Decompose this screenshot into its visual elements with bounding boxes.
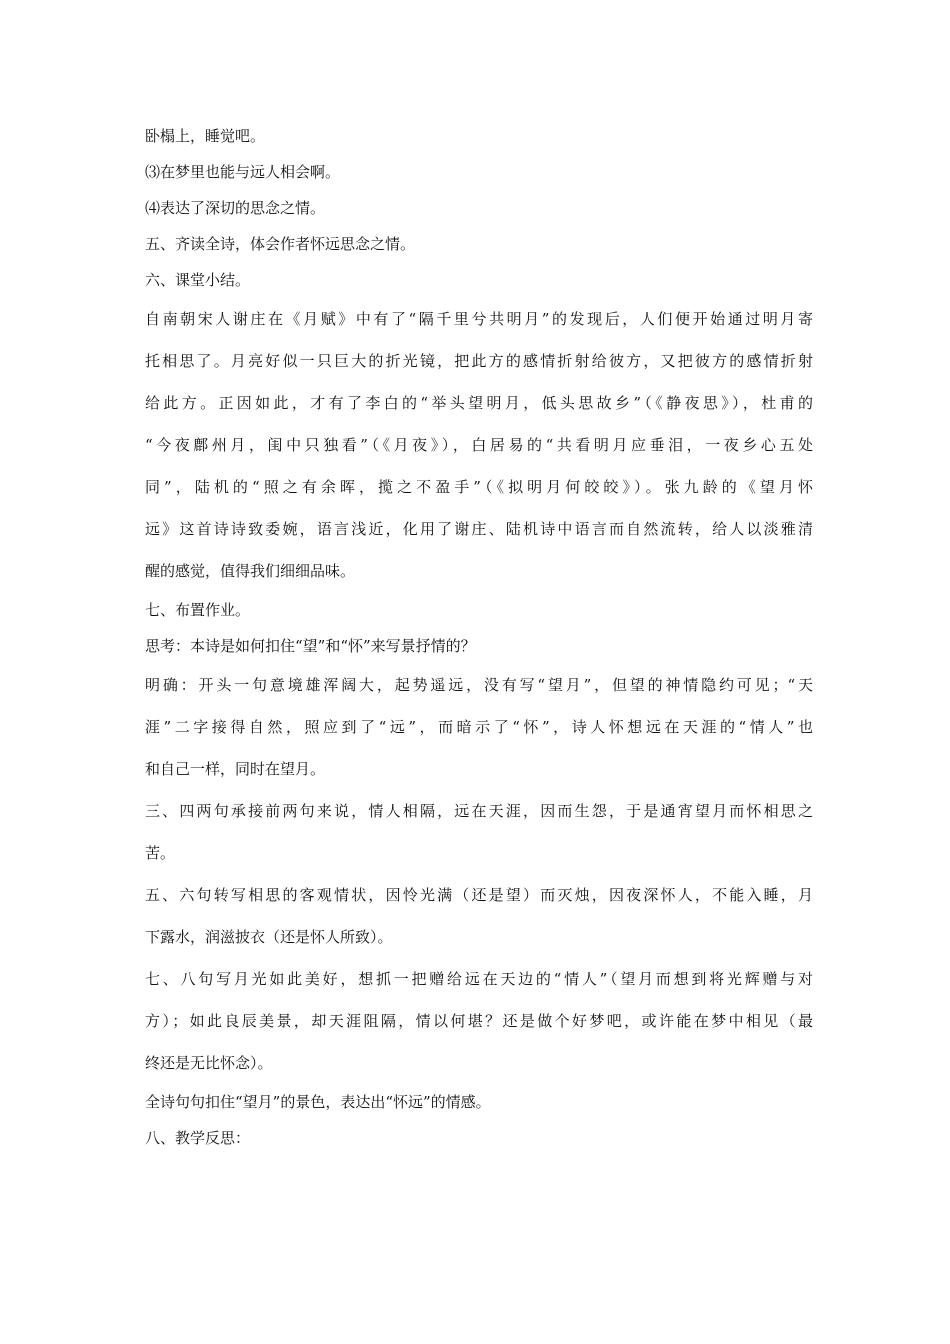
text-line: 终还是无比怀念）。 [145,1054,273,1072]
text-line: 自南朝宋人谢庄在《月赋》中有了“隔千里兮共明月”的发现后，人们便开始通过明月寄 [145,310,813,328]
analysis-paragraph [145,790,813,874]
text-line: 和自己一样，同时在望月。 [145,760,326,778]
analysis-paragraph [145,958,813,1084]
text-line: 六、课堂小结。 [145,271,251,289]
text-line: 卧榻上，睡觉吧。 [145,127,266,145]
text-line: 三、四两句承接前两句来说，情人相隔，远在天涯，因而生怨，于是通宵望月而怀相思之 [145,802,813,820]
text-line: 同”，陆机的“照之有余晖，揽之不盈手”（《拟明月何皎皎》）。张九龄的《望月怀 [145,478,813,496]
paragraph [145,118,813,154]
text-line: 方）；如此良辰美景，却天涯阻隔，情以何堪？还是做个好梦吧，或许能在梦中相见（最 [145,1012,813,1030]
paragraph [145,154,813,190]
text-line: 苦。 [145,844,176,862]
text-line: 全诗句句扣住“望月”的景色，表达出“怀远”的情感。 [145,1093,491,1111]
text-line: 思考：本诗是如何扣住“望”和“怀”来写景抒情的？ [145,637,476,655]
section-heading [145,592,813,628]
section-heading [145,226,813,262]
text-line: 涯”二字接得自然，照应到了“远”，而暗示了“怀”，诗人怀想远在天涯的“情人”也 [145,718,813,736]
section-heading [145,262,813,298]
text-line: 醒的感觉，值得我们细细品味。 [145,562,356,580]
text-line: 托相思了。月亮好似一只巨大的折光镜，把此方的感情折射给彼方，又把彼方的感情折射 [145,352,813,370]
text-line: 给此方。正因如此，才有了李白的“举头望明月，低头思故乡”（《静夜思》），杜甫的 [145,394,813,412]
text-line: “今夜鄜州月，闺中只独看”（《月夜》），白居易的“共看明月应垂泪，一夜乡心五处 [145,436,813,454]
section-heading [145,1120,813,1156]
paragraph [145,190,813,226]
text-line: 下露水，润滋披衣（还是怀人所致）。 [145,928,393,946]
summary-paragraph [145,298,813,592]
analysis-paragraph [145,874,813,958]
text-line: 远》这首诗诗致委婉，语言浅近，化用了谢庄、陆机诗中语言而自然流转，给人以淡雅清 [145,520,813,538]
text-line: 八、教学反思： [145,1129,251,1147]
text-line: 七、八句写月光如此美好，想抓一把赠给远在天边的“情人”（望月而想到将光辉赠与对 [145,970,813,988]
text-line: 明确：开头一句意境雄浑阔大，起势遥远，没有写“望月”，但望的神情隐约可见；“天 [145,676,813,694]
question-paragraph [145,628,813,664]
text-line: ⑶在梦里也能与远人相会啊。 [145,163,341,181]
answer-paragraph [145,664,813,790]
text-line: ⑷表达了深切的思念之情。 [145,199,326,217]
text-line: 五、齐读全诗，体会作者怀远思念之情。 [145,235,416,253]
document-page [145,118,813,1156]
conclusion-paragraph [145,1084,813,1120]
text-line: 五、六句转写相思的客观情状，因怜光满（还是望）而灭烛，因夜深怀人，不能入睡，月 [145,886,813,904]
text-line: 七、布置作业。 [145,601,251,619]
